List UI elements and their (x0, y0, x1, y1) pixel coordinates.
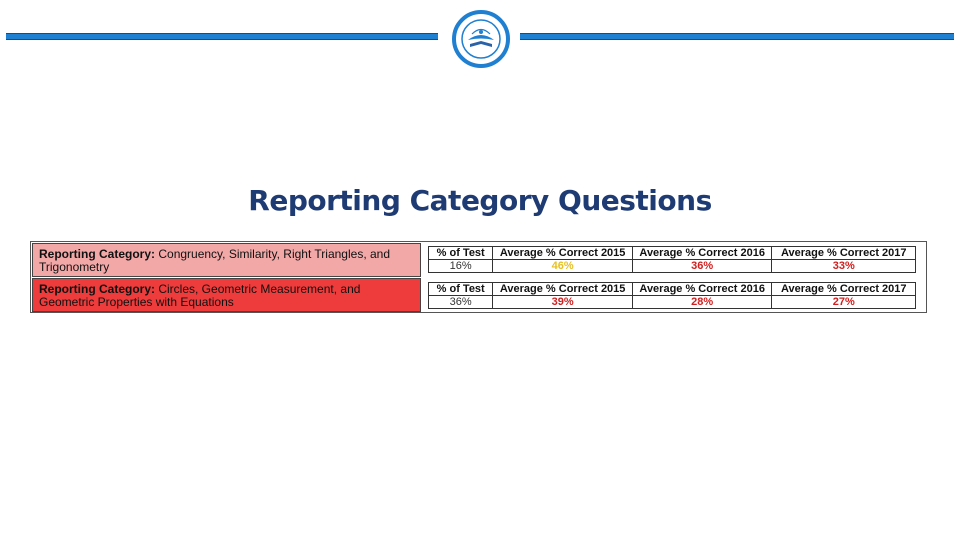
category-prefix: Reporting Category: (39, 247, 156, 261)
page-title: Reporting Category Questions (248, 184, 712, 217)
stats-value-row (429, 260, 916, 273)
category-label-1 (32, 243, 421, 277)
value-avg-2016: 36% (632, 260, 772, 273)
category-text: Congruency, Similarity, Right Triangles, and Trigonometry (39, 247, 391, 274)
header-percent-of-test: % of Test (429, 283, 493, 296)
header-bar-left (6, 33, 438, 40)
category-stats-table-1 (428, 246, 916, 273)
value-percent-of-test: 16% (429, 260, 493, 273)
header-avg-2016: Average % Correct 2016 (632, 247, 772, 260)
header-avg-2016: Average % Correct 2016 (632, 283, 772, 296)
stats-header-row (429, 247, 916, 260)
category-text: Circles, Geometric Measurement, and Geometric Properties with Equations (39, 282, 361, 309)
value-avg-2015: 46% (493, 260, 633, 273)
value-avg-2015: 39% (493, 296, 633, 309)
school-district-seal-icon (448, 10, 514, 68)
category-label-2 (32, 278, 421, 312)
header-percent-of-test: % of Test (429, 247, 493, 260)
header-avg-2017: Average % Correct 2017 (772, 247, 916, 260)
header-avg-2017: Average % Correct 2017 (772, 283, 916, 296)
value-avg-2017: 33% (772, 260, 916, 273)
value-avg-2017: 27% (772, 296, 916, 309)
header-avg-2015: Average % Correct 2015 (493, 247, 633, 260)
stats-value-row (429, 296, 916, 309)
stats-header-row (429, 283, 916, 296)
category-prefix: Reporting Category: (39, 282, 156, 296)
header-bar-right (520, 33, 954, 40)
category-stats-table-2 (428, 282, 916, 309)
value-avg-2016: 28% (632, 296, 772, 309)
header-avg-2015: Average % Correct 2015 (493, 283, 633, 296)
value-percent-of-test: 36% (429, 296, 493, 309)
